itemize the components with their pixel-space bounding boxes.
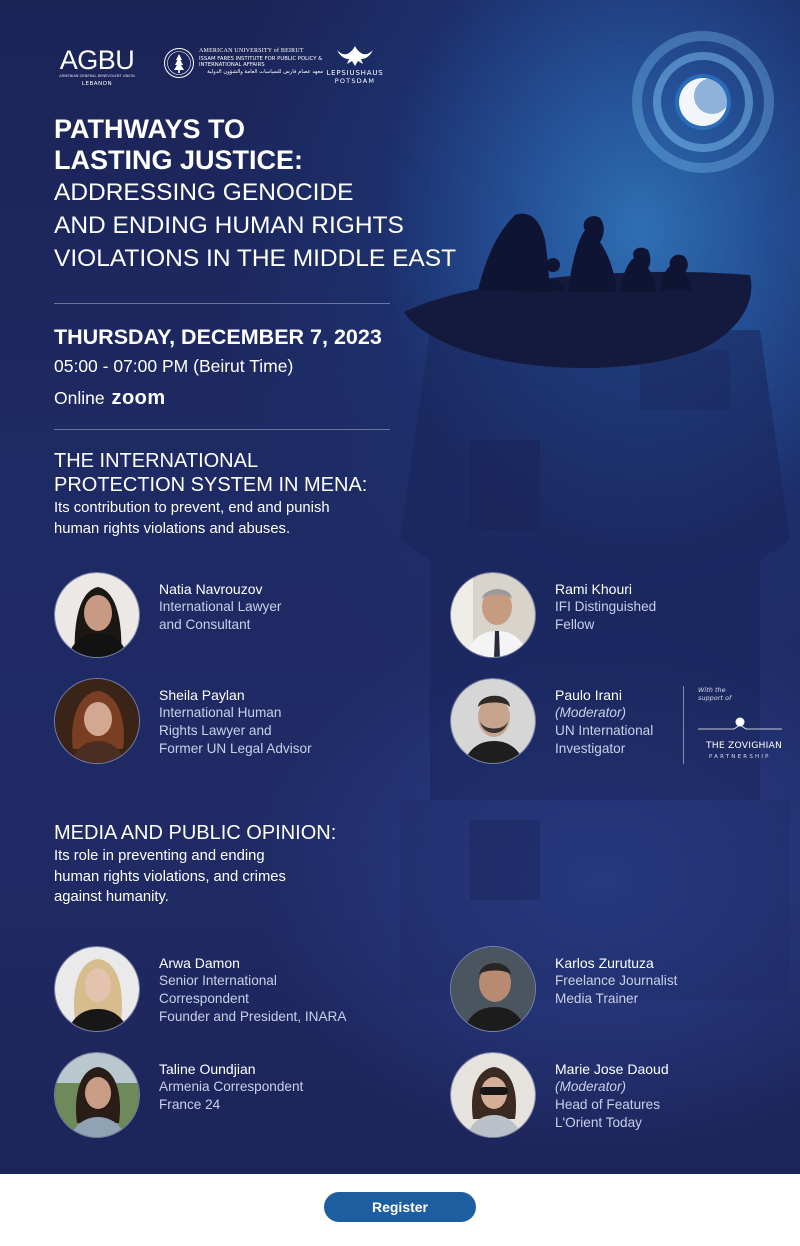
section-1-heading: [54, 449, 367, 539]
speaker-info: [555, 580, 795, 634]
speaker-role: France 24: [159, 1097, 221, 1112]
speaker-role: International Lawyer: [159, 599, 282, 614]
event-date: THURSDAY, DECEMBER 7, 2023: [54, 325, 382, 349]
speaker-moderator-tag: (Moderator): [555, 705, 627, 720]
speaker-name: Paulo Irani: [555, 687, 622, 703]
speaker-photo: [450, 678, 536, 764]
zovighian-name: THE ZOVIGHIAN: [706, 740, 783, 751]
aub-seal-icon: [163, 47, 195, 79]
zovighian-mark-icon: [698, 716, 782, 730]
title-line-4: AND ENDING HUMAN RIGHTS: [54, 212, 404, 239]
lepsiushaus-city: POTSDAM: [334, 77, 376, 85]
title-line-5: VIOLATIONS IN THE MIDDLE EAST: [54, 245, 457, 272]
speaker-photo: [54, 678, 140, 764]
register-button[interactable]: Register: [324, 1192, 476, 1222]
title-line-2: LASTING JUSTICE:: [54, 145, 304, 175]
speaker-info: [555, 954, 795, 1008]
section-subheading-line: Its role in preventing and ending: [54, 848, 265, 864]
speaker-role: International Human: [159, 705, 282, 720]
zovighian-partnership-logo: [683, 686, 783, 764]
figure-2: [568, 216, 616, 292]
speaker-role: Founder and President, INARA: [159, 1009, 347, 1024]
section-heading-line: MEDIA AND PUBLIC OPINION:: [54, 822, 337, 844]
speaker-name: Karlos Zurutuza: [555, 955, 654, 971]
speaker-card: [54, 946, 404, 1036]
speaker-name: Marie Jose Daoud: [555, 1061, 669, 1077]
support-label-line: support of: [698, 694, 732, 702]
online-label: Online: [54, 388, 105, 408]
speaker-role: IFI Distinguished: [555, 599, 657, 614]
figure-1: [478, 214, 549, 292]
speaker-role: L'Orient Today: [555, 1115, 642, 1130]
title-line-1: PATHWAYS TO: [54, 114, 246, 144]
ifi-name: ISSAM FARES INSTITUTE FOR PUBLIC POLICY & INTERNATIONAL AFFAIRS: [199, 56, 323, 68]
agbu-location: LEBANON: [81, 81, 113, 87]
speaker-role: Investigator: [555, 741, 626, 756]
speaker-info: [159, 580, 399, 634]
speaker-info: [159, 1060, 399, 1114]
ifi-name-arabic: معهد عصام فارس للسياسات العامة والشؤون الدولية: [207, 69, 323, 75]
agbu-full-name: ARMENIAN GENERAL BENEVOLENT UNION: [59, 74, 135, 78]
agbu-logo: [56, 46, 138, 87]
speaker-role: UN International: [555, 723, 654, 738]
speaker-card: [450, 1052, 790, 1142]
aub-name: AMERICAN UNIVERSITY of BEIRUT: [199, 48, 304, 54]
aub-ifi-logo: [163, 47, 323, 83]
divider: [54, 429, 390, 430]
support-label-line: With the: [698, 686, 726, 694]
speaker-role: Armenia Correspondent: [159, 1079, 304, 1094]
speaker-info: [159, 686, 399, 758]
speaker-moderator-tag: (Moderator): [555, 1079, 627, 1094]
speaker-name: Arwa Damon: [159, 955, 240, 971]
section-2-heading: [54, 821, 336, 908]
divider: [54, 303, 390, 304]
section-subheading-line: human rights violations, and crimes: [54, 868, 286, 885]
speaker-name: Rami Khouri: [555, 581, 633, 597]
support-label: [698, 686, 731, 702]
speaker-photo: [54, 1052, 140, 1138]
speaker-role: Correspondent: [159, 991, 249, 1006]
event-title: [54, 114, 474, 275]
lepsiushaus-bird-icon: [335, 42, 375, 68]
section-subheading-line: against humanity.: [54, 889, 169, 905]
speaker-role: Former UN Legal Advisor: [159, 741, 312, 756]
speaker-info: [555, 686, 680, 758]
event-time: 05:00 - 07:00 PM (Beirut Time): [54, 356, 294, 376]
speaker-role: Freelance Journalist: [555, 973, 678, 988]
figure-3: [620, 248, 656, 292]
section-heading-line: THE INTERNATIONAL: [54, 450, 259, 472]
speaker-photo: [54, 946, 140, 1032]
speaker-role: and Consultant: [159, 617, 251, 632]
zovighian-sub: PARTNERSHIP: [709, 754, 771, 760]
speaker-card: [450, 678, 680, 768]
speaker-photo: [450, 946, 536, 1032]
speaker-card: [54, 1052, 404, 1142]
speaker-role: Rights Lawyer and: [159, 723, 272, 738]
section-subheading-line: human rights violations and abuses.: [54, 520, 291, 537]
speaker-role: Senior International: [159, 973, 277, 988]
speaker-name: Sheila Paylan: [159, 687, 245, 703]
speaker-card: [54, 572, 404, 662]
lepsiushaus-name: LEPSIUSHAUS: [326, 69, 384, 77]
section-heading-line: PROTECTION SYSTEM IN MENA:: [54, 474, 368, 496]
speaker-card: [54, 678, 404, 768]
event-location: [54, 387, 166, 410]
speaker-card: [450, 946, 790, 1036]
speaker-name: Natia Navrouzov: [159, 581, 263, 597]
speaker-info: [159, 954, 399, 1026]
speaker-name: Taline Oundjian: [159, 1061, 256, 1077]
agbu-name: AGBU: [59, 45, 135, 75]
speaker-photo: [54, 572, 140, 658]
speaker-role: Fellow: [555, 617, 595, 632]
speaker-card: [450, 572, 790, 662]
zoom-logo: zoom: [111, 387, 166, 409]
section-subheading-line: Its contribution to prevent, end and punish: [54, 500, 330, 516]
speaker-photo: [450, 1052, 536, 1138]
speaker-photo: [450, 572, 536, 658]
lepsiushaus-logo: [320, 42, 390, 88]
speaker-role: Head of Features: [555, 1097, 661, 1112]
title-line-3: ADDRESSING GENOCIDE: [54, 179, 354, 206]
speaker-role: Media Trainer: [555, 991, 639, 1006]
speaker-info: [555, 1060, 795, 1132]
